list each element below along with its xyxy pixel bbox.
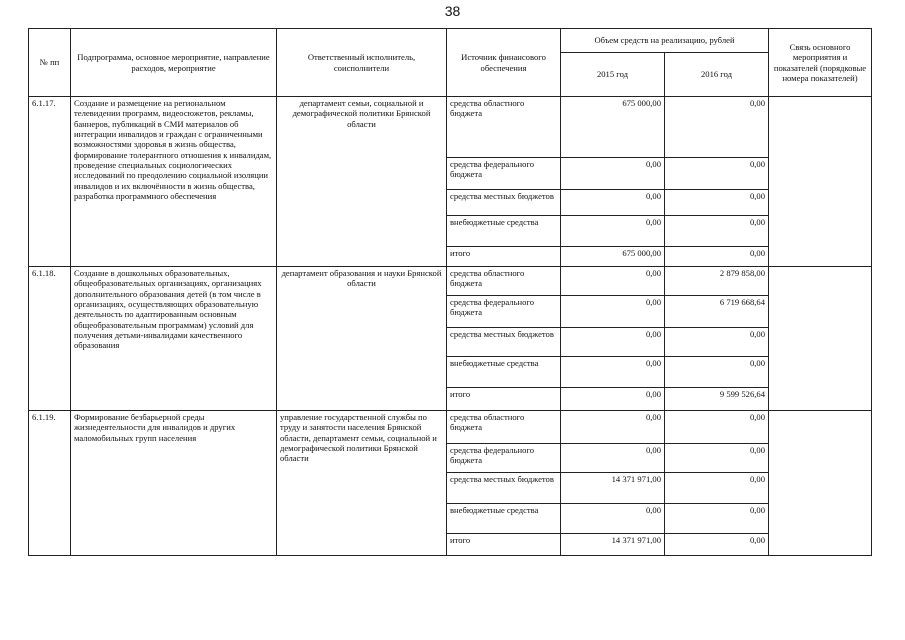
amount-2016: 0,00 <box>665 504 769 534</box>
row-activity: Создание в дошкольных образовательных, общеобразовательных организациях, организациях дополнительного образования детей (в том числе в организациях, осуществляющих образовательную деятельность по адаптированным основным общеобразовательным программам) условий для получения детьми-инвалидами качественного образования <box>71 267 277 411</box>
amount-2016: 0,00 <box>665 216 769 247</box>
source-label: средства местных бюджетов <box>447 190 561 216</box>
amount-2015-total: 14 371 971,00 <box>561 534 665 556</box>
source-label: средства областного бюджета <box>447 267 561 296</box>
amount-2015-total: 0,00 <box>561 388 665 411</box>
amount-2016-total: 0,00 <box>665 247 769 267</box>
header-row <box>29 29 872 53</box>
source-label: средства федерального бюджета <box>447 444 561 473</box>
budget-table <box>28 28 872 556</box>
amount-2016-total: 9 599 526,64 <box>665 388 769 411</box>
table-row <box>29 97 872 158</box>
source-label: внебюджетные средства <box>447 504 561 534</box>
table-row <box>29 267 872 296</box>
source-label: внебюджетные средства <box>447 216 561 247</box>
source-label: внебюджетные средства <box>447 357 561 388</box>
row-activity: Создание и размещение на региональном телевидении программ, видеосюжетов, рекламы, баннеров, публикаций в СМИ материалов об интеграции инвалидов и граждан с ограниченными возможностями здоровья в жизнь общества, формирование толерантного отношения к инвалидам, проведение специальных социологических исследований по преодолению социальной изоляции инвалидов и их включённости в жизнь общества, разработка программного обеспечения <box>71 97 277 267</box>
amount-2015: 675 000,00 <box>561 97 665 158</box>
amount-2015: 0,00 <box>561 296 665 328</box>
row-activity: Формирование безбарьерной среды жизнедеятельности для инвалидов и других маломобильных групп населения <box>71 411 277 556</box>
row-link <box>769 267 872 411</box>
row-number: 6.1.19. <box>29 411 71 556</box>
col-header-num: № пп <box>29 29 71 97</box>
col-header-source: Источник финансового обеспечения <box>447 29 561 97</box>
amount-2016: 0,00 <box>665 328 769 357</box>
page-number: 38 <box>444 3 461 19</box>
source-label: средства областного бюджета <box>447 411 561 444</box>
col-header-subprogram: Подпрограмма, основное мероприятие, направление расходов, мероприятие <box>71 29 277 97</box>
amount-2016: 0,00 <box>665 158 769 190</box>
source-label: средства федерального бюджета <box>447 296 561 328</box>
amount-2016: 2 879 858,00 <box>665 267 769 296</box>
amount-2016: 0,00 <box>665 357 769 388</box>
amount-2016: 0,00 <box>665 473 769 504</box>
col-header-year-2016: 2016 год <box>665 53 769 97</box>
col-header-executor: Ответственный исполнитель, соисполнители <box>277 29 447 97</box>
source-label-total: итого <box>447 388 561 411</box>
source-label: средства местных бюджетов <box>447 473 561 504</box>
col-header-volume: Объем средств на реализацию, рублей <box>561 29 769 53</box>
amount-2015: 0,00 <box>561 328 665 357</box>
amount-2016-total: 0,00 <box>665 534 769 556</box>
amount-2015: 14 371 971,00 <box>561 473 665 504</box>
amount-2016: 6 719 668,64 <box>665 296 769 328</box>
amount-2016: 0,00 <box>665 190 769 216</box>
source-label: средства федерального бюджета <box>447 158 561 190</box>
amount-2015: 0,00 <box>561 504 665 534</box>
amount-2016: 0,00 <box>665 444 769 473</box>
source-label: средства местных бюджетов <box>447 328 561 357</box>
amount-2016: 0,00 <box>665 97 769 158</box>
amount-2015: 0,00 <box>561 411 665 444</box>
row-executor: департамент образования и науки Брянской области <box>277 267 447 411</box>
row-number: 6.1.18. <box>29 267 71 411</box>
source-label-total: итого <box>447 534 561 556</box>
amount-2015: 0,00 <box>561 190 665 216</box>
row-link <box>769 411 872 556</box>
table-row <box>29 411 872 444</box>
row-number: 6.1.17. <box>29 97 71 267</box>
row-executor: управление государственной службы по труду и занятости населения Брянской области, департамент семьи, социальной и демографической политики Брянской области <box>277 411 447 556</box>
amount-2015: 0,00 <box>561 158 665 190</box>
source-label-total: итого <box>447 247 561 267</box>
col-header-year-2015: 2015 год <box>561 53 665 97</box>
amount-2015: 0,00 <box>561 267 665 296</box>
row-link <box>769 97 872 267</box>
amount-2016: 0,00 <box>665 411 769 444</box>
amount-2015-total: 675 000,00 <box>561 247 665 267</box>
source-label: средства областного бюджета <box>447 97 561 158</box>
col-header-link: Связь основного мероприятия и показателей (порядковые номера показателей) <box>769 29 872 97</box>
amount-2015: 0,00 <box>561 357 665 388</box>
amount-2015: 0,00 <box>561 216 665 247</box>
amount-2015: 0,00 <box>561 444 665 473</box>
row-executor: департамент семьи, социальной и демографической политики Брянской области <box>277 97 447 267</box>
